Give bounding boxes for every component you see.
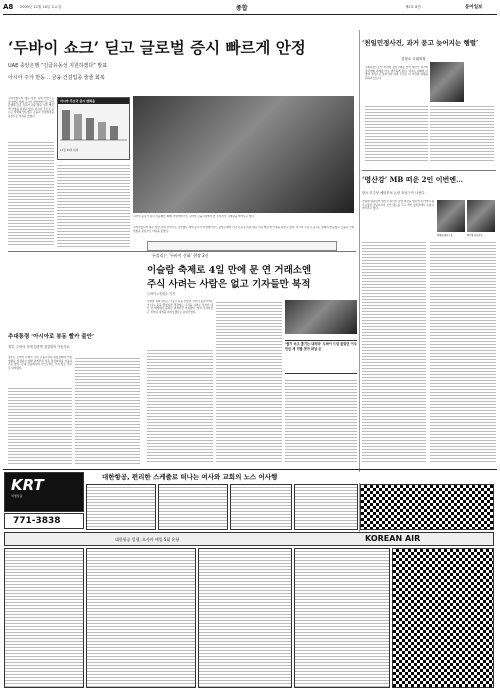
ad-banner-text: 대한항공, 편리한 스케줄로 떠나는 여사와 교회의 노스 어사행 [102,473,278,481]
ad-package-4 [294,484,358,530]
lead-body-col1-text [8,140,54,247]
right2-headline: ‘영산강’ MB 떠운 2인 이번엔… [362,175,464,184]
ad-strip-text: 대한항공 일행, 오사카 매일 5회 운항 [115,537,180,542]
center-body: 이슬람 축제 연휴로 나흘간 문을 닫았던 두바이 증권거래소가 다시 문을 열었지만 객장에는 주식을 사려는 투자자 대신 전 세계에서 몰려든 취재진만 가득했다. 현지 투자자들은 정부의 대책을 지켜보겠다는 분위기였다. [147,300,213,314]
ad-brand-name: KRT [11,476,44,494]
ad-partner-logo: KOREAN AIR [365,534,421,543]
article2-headline: 추대통령 ‘아시아로 봉동 빨카 불안’ [8,334,94,340]
center-photo [285,300,357,334]
ad-top-rule [3,469,497,470]
right2-caption-2: 박준영 전남지사 [467,234,483,237]
lead-photo [133,96,354,213]
ad-checker-pattern-2 [392,548,494,688]
lead-headline: ‘두바이 쇼크’ 딛고 글로벌 증시 빠르게 안정 [8,38,306,57]
header-rule [3,14,497,15]
ad-phone-number: 771-3838 [13,516,61,526]
lead-chart-note: 11월 26일 대비 [60,149,79,152]
op-column-title: ‘천일민정사건, 과거 묻고 늦어지는 행렬’ [362,39,479,47]
right2-photo-1 [437,200,465,232]
op-column-body-text-2 [430,104,494,162]
ad-package-6 [86,548,196,688]
masthead-logo: 동아일보 [465,5,483,10]
ad-phone-panel [4,513,84,529]
right2-caption-1: 박광태 광주시장 [437,234,453,237]
ad-airline-bar [4,532,494,546]
ad-package-8 [294,548,390,688]
article2-subhead: 정부, 두바이 사태 업종별 점검회의 가동키로 [8,345,70,349]
lead-body-col2-text [57,163,130,247]
article2-body-col2 [75,356,140,464]
center-body-col2 [216,300,282,464]
lead-subhead-1: UAE 중앙은행 “긴급유동성 지원하겠다” 발표 [8,63,108,69]
ad-package-2 [158,484,228,530]
right2-subhead: 당시 민주당 예비후보 논란 호남구속 나섰다 [362,191,425,195]
ad-brand-sub: 여행상품 [11,494,23,498]
ad-banner [86,472,494,483]
center-headline-line1: 이슬람 축제로 4일 만에 문 연 거래소엔 [147,265,312,276]
article2-body-col1 [8,386,72,464]
center-byline: 두바이=정원수 기자 [147,292,176,296]
center-body-col1 [147,348,213,464]
ad-brand-panel [4,472,84,512]
right2-body-col1 [362,240,426,464]
article2-body: 정부는 두바이 사태가 국내 금융시장과 실물경제에 미칠 영향을 점검하기 위해 관계부처 합동 점검회의를 가동하기로 했다. 국내 금융회사의 익스포저는 크지 않은 것으로 파악됐다. [8,356,72,370]
lead-chart [57,97,130,160]
author-portrait [430,62,464,102]
page-number: A8 [3,3,14,11]
edition-label: 제2호 8면 [405,5,421,9]
center-kicker-text: 돈풀리는 ‘두바이 신화’ 현장 2신 [152,253,209,258]
lead-chart-plot [58,104,129,148]
right2-body-col2 [430,240,496,464]
center-pull-quote: ‘팔기 쏘고 쫓기는 내려라’ 두바이 드림 좇았던 이주민들 세 거팔 찾아 떠날 듯 [285,340,357,374]
op-column-rule [362,170,496,171]
ad-checker-pattern [360,484,494,530]
ad-package-7 [198,548,292,688]
right2-body: 이명박 대통령이 영산강 살리기 사업 현장을 방문한 자리에서 광주시장과 전남지사가 보인 태도를 두고 지역 정치권에서 논란이 이어지고 있다. [362,200,434,211]
issue-date: 2009년 12월 18일 토요일 [20,5,62,9]
lead-subhead-2: 아시아 주가 반등… 금융·건설업종 줄줄 회복 [8,75,105,81]
ad-package-1 [86,484,156,530]
center-kicker [147,241,337,258]
lead-body-col3: 두바이월드의 채무 상환 유예 선언으로 급락했던 세계 증시가 아랍에미리트 중앙은행의 긴급 유동성 지원 발표 이후 빠르게 안정을 되찾고 있다. 아시아 주요국 증시는 일제히 반등했고 금융과 건설업종을 중심으로 낙폭을 줄였다. [133,226,354,233]
lead-photo-caption: 두바이 증시가 폭락 사흘째인 30일 아랍에미리트 두바이 금융시장에서 한 투자자가 시세판을 바라보고 있다. [133,215,255,218]
op-column-body-text [365,104,428,162]
ad-package-3 [230,484,292,530]
lead-chart-title: 아시아 주요국 증시 변화율 [58,98,129,104]
center-body-col3 [285,378,357,464]
center-headline-line2: 주식 사려는 사람은 없고 기자들만 북적 [147,279,311,290]
right2-photo-2 [467,200,495,232]
lead-body-col1: 두바이월드의 채무 상환 유예 선언으로 급락했던 세계 증시가 아랍에미리트 중앙은행의 긴급 유동성 지원 발표 이후 빠르게 안정을 되찾고 있다. 아시아 주요국 증시는 일제히 반등했고 금융과 건설업종을 중심으로 낙폭을 줄였다. [8,97,54,118]
ad-package-5 [4,548,84,688]
right-column-rule [359,30,360,540]
op-column-body: 국회의장으로서 마지막 정기국회를 맞아 예산안 처리와 정치개혁 과제를 다시 생각하게 된다. 여야는 대화와 타협의 정신으로 돌아가야 하며 국민은 더 이상의 파행을 원하지 않는다. [365,66,428,80]
op-column-author: 김형오 국회의장 [401,57,426,61]
section-label: 종합 [236,5,248,12]
